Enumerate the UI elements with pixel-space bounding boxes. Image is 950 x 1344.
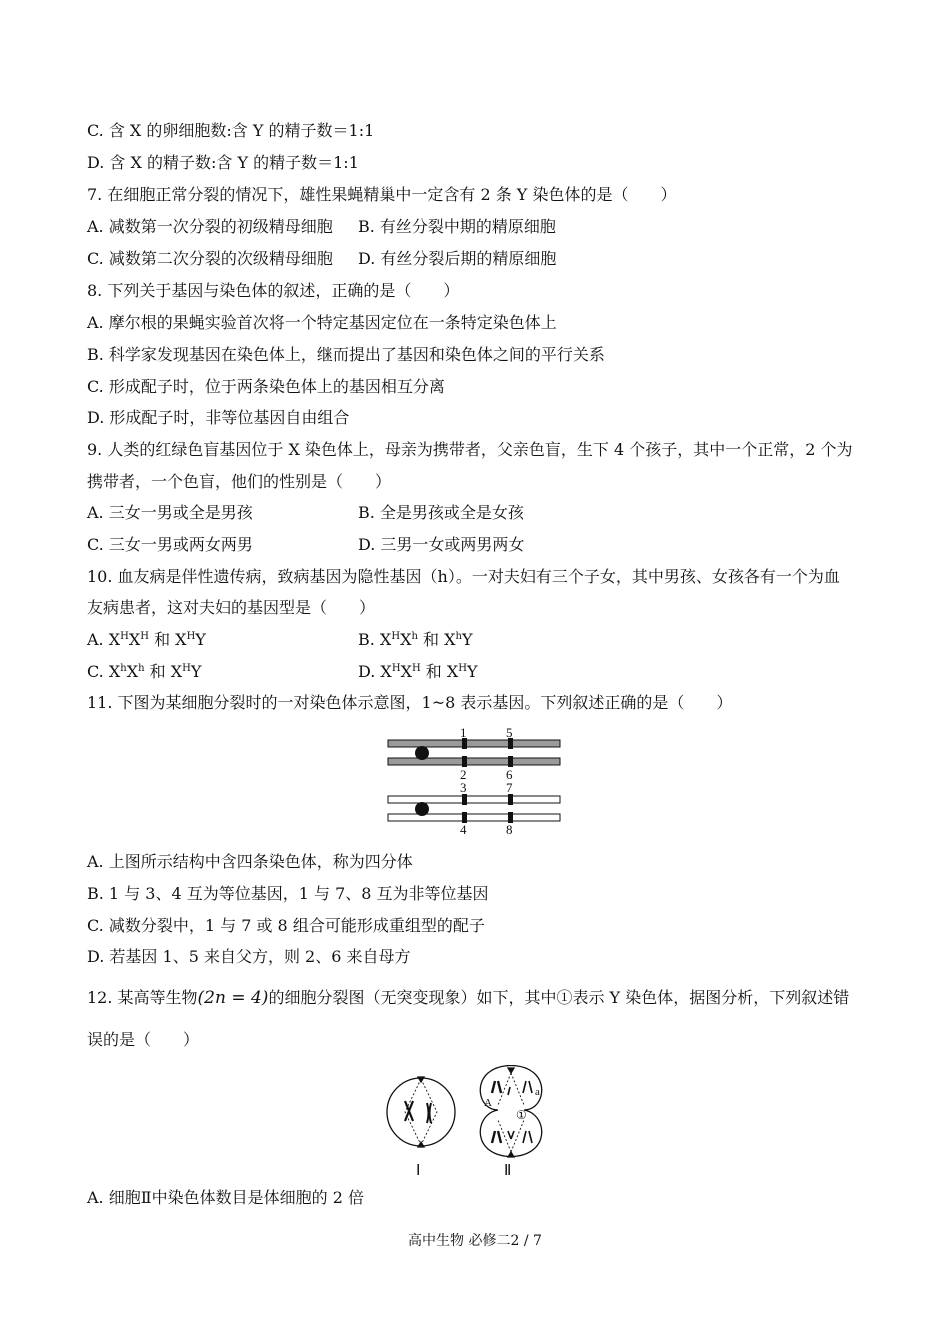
gene-label: 8 <box>506 822 513 837</box>
chromatid-3 <box>388 796 560 803</box>
chromosome-pair-figure <box>380 725 570 837</box>
q11-option-d: D. 若基因 1、5 来自父方，则 2、6 来自母方 <box>87 947 411 966</box>
math-expression: (2n = 4) <box>197 988 269 1008</box>
option-c-line: C. 含 X 的卵细胞数:含 Y 的精子数＝1:1 <box>87 121 375 140</box>
cell-division-figure <box>380 1065 580 1183</box>
question-9-line1: 9. 人类的红绿色盲基因位于 X 染色体上，母亲为携带者，父亲色盲，生下 4 个孩子，其中一个正常，2 个为 <box>87 440 853 459</box>
q11-option-c: C. 减数分裂中，1 与 7 或 8 组合可能形成重组型的配子 <box>87 916 485 935</box>
centromere-1 <box>415 746 429 760</box>
centromere-2 <box>415 802 429 816</box>
cell-1-label: Ⅰ <box>416 1163 421 1179</box>
question-11: 11. 下图为某细胞分裂时的一对染色体示意图，1~8 表示基因。下列叙述正确的是（ ） <box>87 693 733 712</box>
gene-label: 7 <box>506 780 513 795</box>
question-9-line2: 携带者，一个色盲，他们的性别是（ ） <box>87 472 392 491</box>
gene-label: 6 <box>506 767 513 782</box>
q8-option-d: D. 形成配子时，非等位基因自由组合 <box>87 408 350 427</box>
chromatid-1 <box>388 740 560 747</box>
q7-option-b: B. 有丝分裂中期的精原细胞 <box>358 217 556 236</box>
gene-label: 3 <box>460 780 467 795</box>
q11-option-a: A. 上图所示结构中含四条染色体，称为四分体 <box>87 852 413 871</box>
q7-option-a: A. 减数第一次分裂的初级精母细胞 <box>87 217 333 236</box>
chromatid-4 <box>388 814 560 821</box>
q8-option-c: C. 形成配子时，位于两条染色体上的基因相互分离 <box>87 377 445 396</box>
q11-option-b: B. 1 与 3、4 互为等位基因，1 与 7、8 互为非等位基因 <box>87 884 489 903</box>
question-7: 7. 在细胞正常分裂的情况下，雄性果蝇精巢中一定含有 2 条 Y 染色体的是（ ） <box>87 185 677 204</box>
q8-option-a: A. 摩尔根的果蝇实验首次将一个特定基因定位在一条特定染色体上 <box>87 313 557 332</box>
y-chromosome-marker: ① <box>516 1108 527 1122</box>
q7-option-d: D. 有丝分裂后期的精原细胞 <box>358 249 557 268</box>
q9-option-c: C. 三女一男或两女两男 <box>87 535 253 554</box>
q10-option-b: B. $X^HX^h$ 和 $X^hY$ <box>358 630 473 649</box>
question-12-line1: 12. 某高等生物(2n = 4)的细胞分裂图（无突变现象）如下，其中①表示 Y 染色体，据图分析，下列叙述错 <box>87 988 850 1008</box>
q12-option-a: A. 细胞Ⅱ中染色体数目是体细胞的 2 倍 <box>87 1188 364 1207</box>
option-d-line: D. 含 X 的精子数:含 Y 的精子数＝1:1 <box>87 153 359 172</box>
gene-a-label: a <box>535 1086 540 1098</box>
cell-2-label: Ⅱ <box>504 1163 512 1179</box>
q9-option-a: A. 三女一男或全是男孩 <box>87 503 253 522</box>
q10-option-a: A. $X^HX^H$ 和 $X^HY$ <box>87 630 206 649</box>
question-8: 8. 下列关于基因与染色体的叙述，正确的是（ ） <box>87 281 460 300</box>
q7-option-c: C. 减数第二次分裂的次级精母细胞 <box>87 249 333 268</box>
q8-option-b: B. 科学家发现基因在染色体上，继而提出了基因和染色体之间的平行关系 <box>87 345 605 364</box>
chromatid-2 <box>388 758 560 765</box>
q10-option-d: D. $X^HX^H$ 和 $X^HY$ <box>358 662 478 681</box>
gene-label: 2 <box>460 767 467 782</box>
q9-option-d: D. 三男一女或两男两女 <box>358 535 525 554</box>
question-10-line2: 友病患者，这对夫妇的基因型是（ ） <box>87 598 376 617</box>
gene-label: 4 <box>460 822 467 837</box>
question-10-line1: 10. 血友病是伴性遗传病，致病基因为隐性基因（h）。一对夫妇有三个子女，其中男孩、女孩各有一个为血 <box>87 567 840 586</box>
gene-label: 1 <box>460 725 467 740</box>
cell-1 <box>387 1078 455 1146</box>
gene-A-label: A <box>484 1097 492 1109</box>
question-12-line2: 误的是（ ） <box>87 1030 200 1049</box>
page-footer: 高中生物 必修二2 / 7 <box>408 1233 542 1249</box>
q10-option-c: C. $X^hX^h$ 和 $X^HY$ <box>87 662 202 681</box>
gene-label: 5 <box>506 725 513 740</box>
q9-option-b: B. 全是男孩或全是女孩 <box>358 503 524 522</box>
